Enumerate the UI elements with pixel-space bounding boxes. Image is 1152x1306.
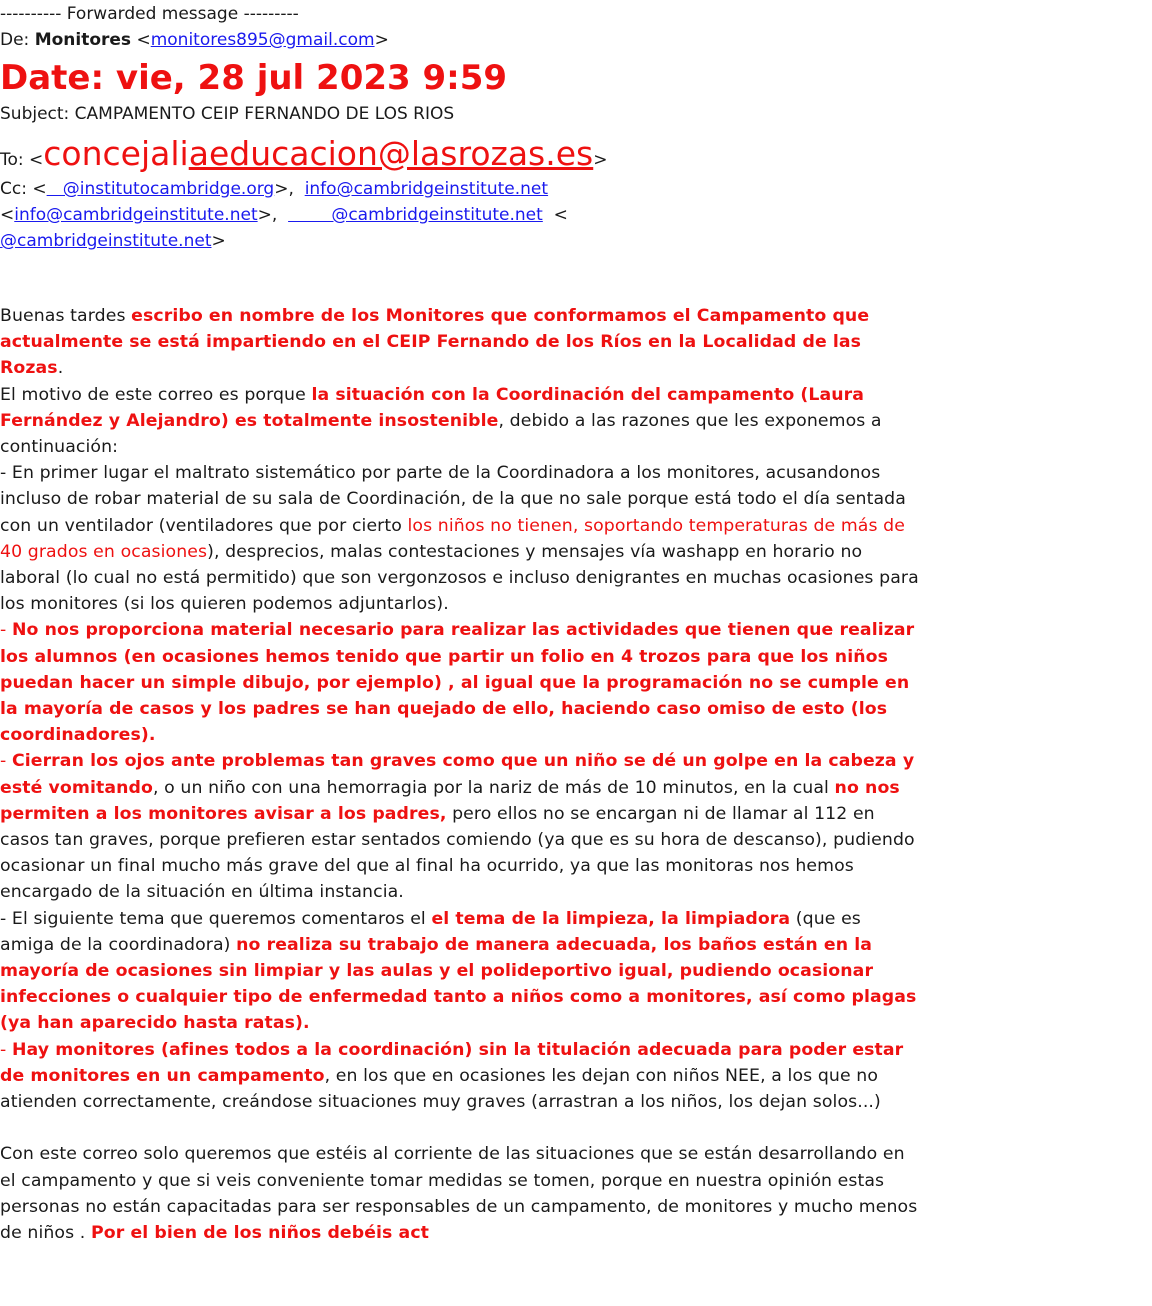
body-paragraph: - En primer lugar el maltrato sistemático por parte de la Coordinadora a los monitores, acusandonos incluso de robar material de su sala de Coordinación, de la que no sale porque está todo el día sentada con un ventilador (ventiladores que por cierto los niños no tienen, soportando temperaturas de más de 40 grados en ocasiones), desprecios, malas contestaciones y mensajes vía washapp en horario no laboral (lo cual no está permitido) que son vergonzosos e incluso denigrantes en muchas ocasiones para los monitores (si los quieren podemos adjuntarlos).: [0, 463, 919, 615]
cc-email-link[interactable]: @cambridgeinstitute.net: [0, 231, 212, 251]
body-paragraph: Con este correo solo queremos que estéis al corriente de las situaciones que se están desarrollando en el campamento y que si veis conveniente tomar medidas se tomen, porque en nuestra opinión estas personas no están capacitadas para ser responsables de un campamento, de monitores y mucho menos de niños . Por el bien de los niños debéis act: [0, 1144, 918, 1243]
body-paragraph: Buenas tardes escribo en nombre de los Monitores que conformamos el Campamento que actualmente se está impartiendo en el CEIP Fernando de los Ríos en la Localidad de las Rozas.: [0, 306, 870, 379]
to-line: To: <concejaliaeducacion@lasrozas.es>: [0, 134, 608, 173]
cc-prefix: Cc: <: [0, 179, 47, 199]
cc-email-link[interactable]: @institutocambridge.org: [46, 179, 275, 199]
cc-email-link[interactable]: @cambridgeinstitute.net: [288, 205, 543, 225]
cc-email-link[interactable]: info@cambridgeinstitute.net: [14, 205, 258, 225]
cc-line-1: Cc: < @institutocambridge.org>, info@cambridgeinstitute.net: [0, 179, 549, 199]
from-line: De: Monitores <monitores895@gmail.com>: [0, 30, 389, 50]
forwarded-separator: ---------- Forwarded message ---------: [0, 4, 299, 24]
sender-email-link[interactable]: monitores895@gmail.com: [150, 30, 375, 50]
sender-name: Monitores: [34, 30, 132, 50]
email-body: [0, 303, 920, 1246]
subject-line: Subject: CAMPAMENTO CEIP FERNANDO DE LOS RIOS: [0, 104, 455, 124]
body-paragraph: - No nos proporciona material necesario para realizar las actividades que tienen que realizar los alumnos (en ocasiones hemos tenido que partir un folio en 4 trozos para que los niños puedan hacer un simple dibujo, por ejemplo) , al igual que la programación no se cumple en la mayoría de casos y los padres se han quejado de ello, haciendo caso omiso de esto (los coordinadores).: [0, 620, 915, 746]
paragraph-gap: [0, 1115, 920, 1141]
from-prefix: De:: [0, 30, 35, 50]
cc-email-link[interactable]: info@cambridgeinstitute.net: [304, 179, 549, 199]
body-paragraph: - Hay monitores (afines todos a la coordinación) sin la titulación adecuada para poder estar de monitores en un campamento, en los que en ocasiones les dejan con niños NEE, a los que no atienden correctamente, creándose situaciones muy graves (arrastran a los niños, los dejan solos...): [0, 1039, 904, 1113]
body-paragraph: - El siguiente tema que queremos comentaros el el tema de la limpieza, la limpiadora (que es amiga de la coordinadora) no realiza su trabajo de manera adecuada, los baños están en la mayoría de ocasiones sin limpiar y las aulas y el polideportivo igual, pudiendo ocasionar infecciones o cualquier tipo de enfermedad tanto a niños como a monitores, así como plagas (ya han aparecido hasta ratas).: [0, 908, 917, 1034]
recipient-email[interactable]: concejaliaeducacion@lasrozas.es: [43, 134, 594, 173]
to-prefix: To: <: [0, 150, 44, 170]
cc-line-2: <info@cambridgeinstitute.net>, @cambridgeinstitute.net <: [0, 205, 568, 225]
date-line: Date: vie, 28 jul 2023 9:59: [0, 58, 508, 98]
body-paragraph: - Cierran los ojos ante problemas tan graves como que un niño se dé un golpe en la cabeza y esté vomitando, o un niño con una hemorragia por la nariz de más de 10 minutos, en la cual no nos permiten a los monitores avisar a los padres, pero ellos no se encargan ni de llamar al 112 en casos tan graves, porque prefieren estar sentados comiendo (ya que es su hora de descanso), pudiendo ocasionar un final mucho más grave del que al final ha ocurrido, ya que las monitoras nos hemos encargado de la situación en última instancia.: [0, 751, 915, 903]
body-paragraph: El motivo de este correo es porque la situación con la Coordinación del campamento (Laura Fernández y Alejandro) es totalmente insostenible, debido a las razones que les exponemos a continuación:: [0, 384, 882, 458]
cc-line-3: @cambridgeinstitute.net>: [0, 231, 226, 251]
